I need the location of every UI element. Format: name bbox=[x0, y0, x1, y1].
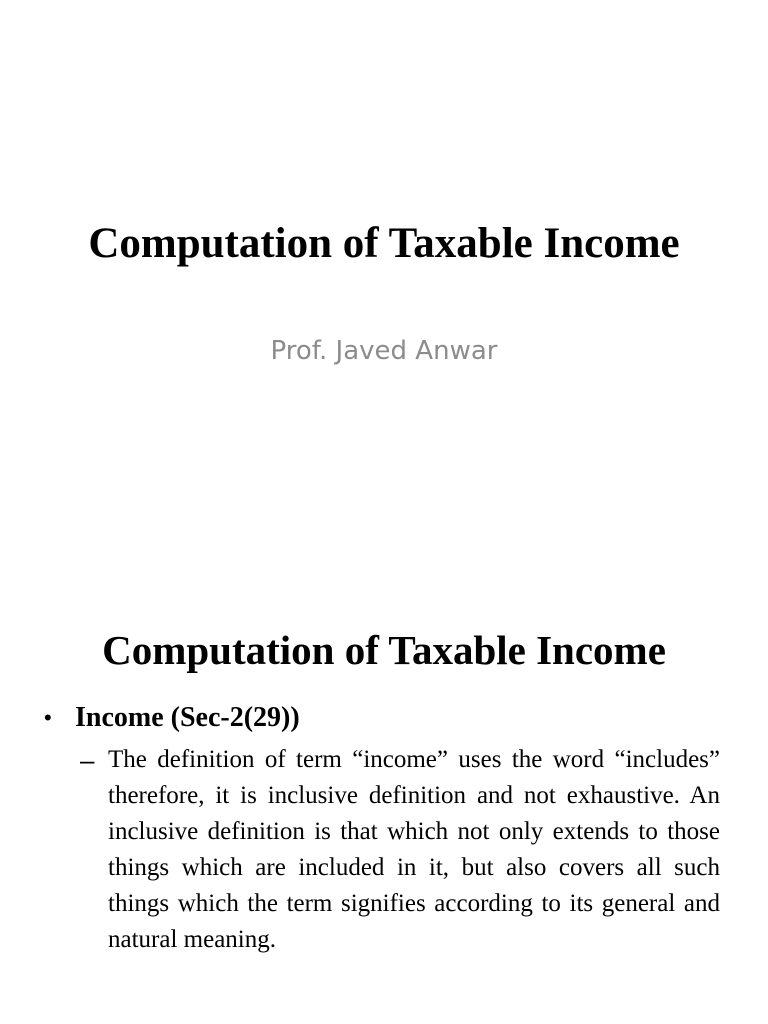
bullet-item-income bbox=[44, 698, 744, 738]
slide-title: Computation of Taxable Income bbox=[88, 220, 680, 267]
slide-subtitle-author: Prof. Javed Anwar bbox=[270, 336, 498, 366]
content-slide bbox=[0, 580, 768, 1024]
sub-bullet-dash: – bbox=[80, 745, 95, 775]
definition-paragraph: The definition of term “income” uses the word “includes” therefore, it is inclusive definition and not exhaustive. An inclusive definition is that which not only extends to those things which are included in it, but also covers all such things which the term signifies according to its general and natural meaning. bbox=[108, 746, 720, 953]
bullet-marker: • bbox=[44, 705, 52, 730]
content-slide-title: Computation of Taxable Income bbox=[102, 627, 666, 673]
bullet-heading: Income (Sec-2(29)) bbox=[75, 702, 300, 733]
